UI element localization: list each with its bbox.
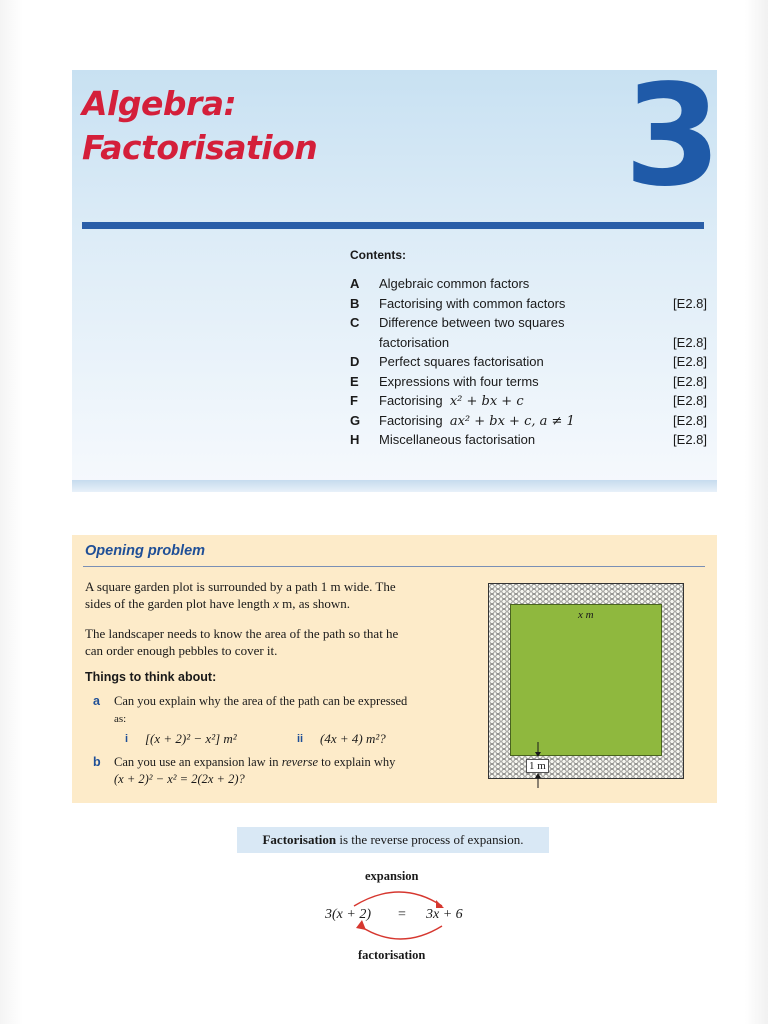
chapter-title-line2: Factorisation — [82, 128, 318, 167]
contents-letter: F — [350, 393, 358, 408]
syllabus-code: [E2.8] — [673, 373, 707, 389]
side-length-label: x m — [578, 609, 594, 621]
contents-title: Factorising with common factors — [379, 295, 566, 311]
opening-paragraph-1 — [85, 578, 396, 612]
contents-title: Expressions with four terms — [379, 373, 539, 389]
contents-letter: E — [350, 373, 359, 389]
contents-item-f[interactable] — [350, 391, 710, 411]
expansion-label: expansion — [365, 869, 419, 883]
chapter-number: 3 — [624, 55, 722, 218]
factorisation-label: factorisation — [358, 948, 426, 962]
paragraph-line: sides of the garden plot have length — [85, 596, 274, 611]
left-expression: 3(x + 2) — [325, 907, 371, 922]
contents-letter: A — [350, 276, 360, 291]
contents-title: Perfect squares factorisation — [379, 354, 544, 369]
question-line: Can you explain why the area of the path can be expressed — [114, 694, 408, 708]
definition-text: is the reverse process of expansion. — [336, 832, 524, 847]
syllabus-code: [E2.8] — [673, 354, 707, 369]
syllabus-code: [E2.8] — [673, 295, 707, 311]
chapter-title — [82, 82, 317, 170]
variable-x: x — [273, 596, 279, 611]
contents-title — [379, 313, 639, 352]
contents-item-e[interactable] — [350, 372, 710, 392]
paragraph-line: A square garden plot is surrounded by a path 1 m wide. The — [85, 579, 396, 594]
question-line: to explain why — [318, 755, 396, 769]
contents-list — [350, 274, 710, 450]
contents-item-c[interactable] — [350, 313, 710, 352]
contents-title — [379, 411, 639, 432]
opening-problem-heading: Opening problem — [85, 543, 206, 559]
contents-item-b[interactable] — [350, 294, 710, 314]
opening-problem-rule — [83, 566, 705, 567]
path-width-label: 1 m — [526, 759, 549, 773]
banner-bottom-strip — [72, 480, 717, 492]
garden-plot — [510, 604, 662, 756]
contents-title: Miscellaneous factorisation — [379, 432, 536, 447]
contents-item-a[interactable] — [350, 274, 710, 294]
contents-title-math: x² + bx + c — [449, 394, 524, 409]
question-a-ii-expression: (4x + 4) m²? — [320, 731, 386, 746]
question-b-text — [114, 754, 395, 788]
question-line: Can you use an expansion law in — [114, 755, 282, 769]
contents-letter: H — [350, 432, 360, 447]
question-line: as: — [114, 713, 127, 725]
opening-paragraph-2 — [85, 625, 398, 659]
contents-title-line1: Difference between two squares — [379, 315, 565, 330]
syllabus-code: [E2.8] — [673, 334, 707, 350]
contents-title: Algebraic common factors — [379, 276, 530, 291]
contents-letter: G — [350, 412, 361, 428]
question-a-text — [114, 693, 407, 728]
contents-title-math: ax² + bx + c, a ≠ 1 — [449, 413, 575, 429]
syllabus-code: [E2.8] — [673, 393, 707, 408]
right-expression: 3x + 6 — [426, 907, 463, 922]
emphasis-reverse: reverse — [281, 755, 319, 769]
question-a-i-label: i — [125, 733, 129, 745]
contents-title-prefix: Factorising — [379, 412, 443, 428]
definition-term: Factorisation — [262, 832, 337, 847]
syllabus-code: [E2.8] — [673, 432, 707, 447]
title-rule — [82, 222, 704, 229]
question-line: (x + 2)² − x² = 2(2x + 2)? — [114, 772, 245, 786]
contents-item-g[interactable] — [350, 411, 710, 431]
contents-letter: C — [350, 315, 360, 330]
contents-letter: B — [350, 295, 360, 311]
question-b-label: b — [93, 755, 101, 769]
definition-box — [237, 827, 549, 853]
contents-heading: Contents: — [350, 248, 406, 262]
contents-item-d[interactable] — [350, 352, 710, 372]
question-a-label: a — [93, 694, 100, 708]
contents-title-line2: factorisation — [379, 334, 450, 350]
things-to-think-heading: Things to think about: — [85, 670, 217, 684]
question-a-i-expression: [(x + 2)² − x²] m² — [145, 731, 237, 746]
contents-letter: D — [350, 354, 360, 369]
syllabus-code: [E2.8] — [673, 412, 707, 428]
paragraph-line: m, as shown. — [278, 596, 351, 611]
paragraph-line: can order enough pebbles to cover it. — [85, 643, 278, 658]
paragraph-line: The landscaper needs to know the area of the path so that he — [85, 626, 399, 641]
contents-item-h[interactable] — [350, 430, 710, 450]
question-a-ii-label: ii — [297, 733, 304, 745]
contents-title-prefix: Factorising — [379, 393, 443, 408]
equals-sign: = — [398, 907, 406, 922]
chapter-title-line1: Algebra: — [82, 84, 237, 123]
contents-title — [379, 391, 639, 412]
